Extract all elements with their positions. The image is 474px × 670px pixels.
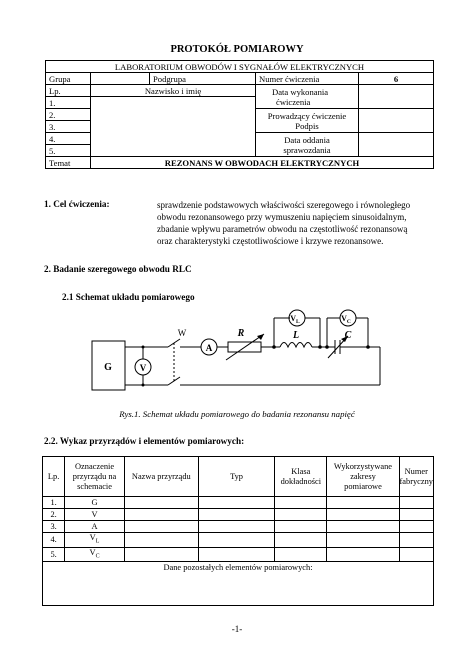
resistor-arrow [257, 334, 264, 340]
numer-label: Numer ćwiczenia [256, 73, 359, 85]
inductor-label: L [292, 330, 300, 341]
col-oznaczenie: Oznaczenie przyrządu na schemacie [65, 457, 125, 497]
capacitor-label: C [344, 330, 352, 341]
other-elements-label: Dane pozostałych elementów pomiarowych: [43, 562, 434, 606]
section1-line: oraz charakterystyki częstotliwościowe i krzywe rezonansowe. [157, 236, 384, 246]
node-dot [318, 345, 322, 349]
section1-line: sprawdzenie podstawowych właściwości szeregowego i równoległego [157, 200, 411, 210]
row-lp: 2. [43, 509, 65, 521]
section2-2-heading: 2.2. Wykaz przyrządów i elementów pomiarowych: [44, 436, 245, 446]
voltmeter-label: V [139, 363, 147, 373]
section1-heading: 1. Cel ćwiczenia: [44, 199, 110, 209]
section2-1-heading: 2.1 Schemat układu pomiarowego [62, 292, 195, 302]
temat-value: REZONANS W OBWODACH ELEKTRYCZNYCH [91, 157, 434, 169]
row-symbol: G [65, 497, 125, 509]
podgrupa-label: Podgrupa [150, 73, 256, 85]
node-dot [142, 384, 145, 387]
lab-name: LABORATORIUM OBWODÓW I SYGNAŁÓW ELEKTRYCZNYCH [46, 61, 434, 73]
prowadzacy-label: Prowadzący ćwiczenie Podpis [256, 109, 359, 133]
nazwisko-label: Nazwisko i imię [91, 85, 256, 97]
row-5: 5. [46, 145, 91, 157]
col-nazwa: Nazwa przyrządu [124, 457, 198, 497]
row-symbol: A [65, 521, 125, 533]
voltmeter-vc-label: $V_C$ [341, 314, 351, 325]
row-3: 3. [46, 121, 91, 133]
row-4: 4. [46, 133, 91, 145]
figure-caption: Rys.1. Schemat układu pomiarowego do badania rezonansu napięć [119, 409, 355, 419]
node-dot [366, 345, 370, 349]
section1-line: zbadanie wpływu parametrów obwodu na częstotliwość rezonansową [157, 224, 408, 234]
page-title: PROTOKÓŁ POMIAROWY [170, 44, 304, 55]
row-1: 1. [46, 97, 91, 109]
lp-label: Lp. [46, 85, 91, 97]
col-zakresy: Wykorzystywane zakresy pomiarowe [327, 457, 399, 497]
page-number: -1- [231, 624, 243, 634]
data-wykonania-label: Data wykonania ćwiczenia [256, 85, 359, 109]
inductor-coil [280, 343, 312, 348]
ammeter-label: A [205, 343, 213, 353]
node-dot [325, 345, 329, 349]
row-2: 2. [46, 109, 91, 121]
node-dot [272, 345, 276, 349]
row-lp: 3. [43, 521, 65, 533]
row-lp: 5. [43, 547, 65, 562]
data-oddania-label: Data oddania sprawozdania [256, 133, 359, 157]
section2-heading: 2. Badanie szeregowego obwodu RLC [44, 264, 192, 274]
temat-label: Temat [46, 157, 91, 169]
col-typ: Typ [198, 457, 274, 497]
resistor-label: R [237, 328, 245, 339]
row-lp: 4. [43, 533, 65, 548]
row-symbol: $V_L$ [65, 533, 125, 548]
col-numer: Numer fabryczny [399, 457, 433, 497]
instruments-table [42, 456, 434, 606]
col-lp: Lp. [43, 457, 65, 497]
voltmeter-vl-label: $V_L$ [290, 314, 300, 325]
row-symbol: V [65, 509, 125, 521]
numer-value: 6 [359, 73, 434, 85]
section1-line: obwodu rezonansowego przy wymuszeniu napięciem sinusoidalnym, [157, 212, 407, 222]
row-lp: 1. [43, 497, 65, 509]
col-klasa: Klasa dokładności [275, 457, 327, 497]
node-dot [142, 346, 145, 349]
grupa-label: Grupa [46, 73, 91, 85]
generator-label: G [104, 362, 112, 373]
switch-label: W [177, 328, 187, 338]
row-symbol: $V_C$ [65, 547, 125, 562]
